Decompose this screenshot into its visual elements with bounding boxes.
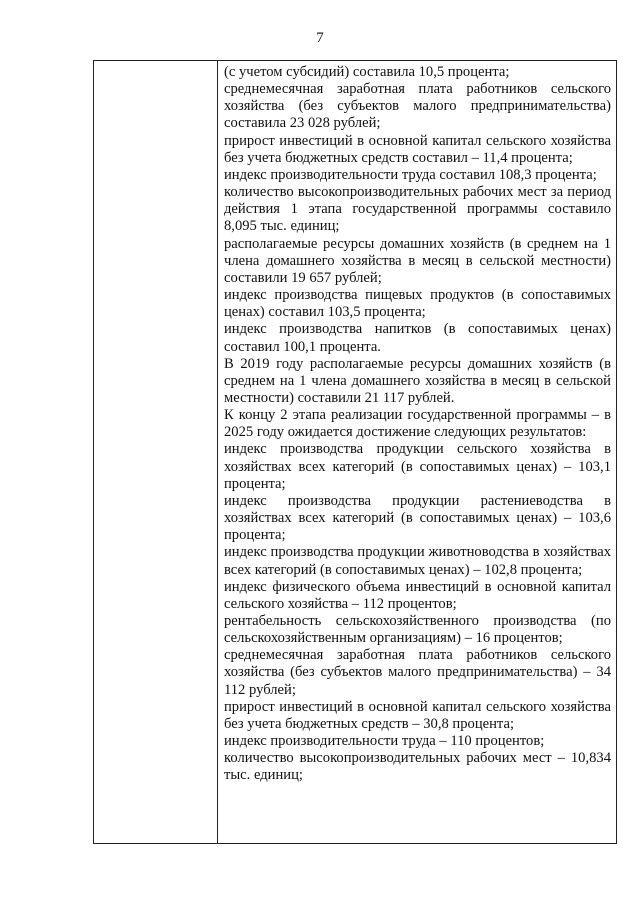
paragraph: среднемесячная заработная плата работников сельского хозяйства (без субъектов малого предпринимательства) составила 23 028 рублей; — [224, 81, 611, 132]
paragraph: индекс производства пищевых продуктов (в сопоставимых ценах) составил 103,5 процента; — [224, 287, 611, 321]
page-number: 7 — [316, 30, 324, 46]
paragraph: прирост инвестиций в основной капитал сельского хозяйства без учета бюджетных средств составил – 11,4 процента; — [224, 132, 611, 166]
paragraph: количество высокопроизводительных рабочих мест за период действия 1 этапа государственной программы составило 8,095 тыс. единиц; — [224, 184, 611, 235]
paragraph: прирост инвестиций в основной капитал сельского хозяйства без учета бюджетных средств – 30,8 процента; — [224, 698, 611, 732]
paragraph: среднемесячная заработная плата работников сельского хозяйства (без субъектов малого предпринимательства) – 34 112 рублей; — [224, 647, 611, 698]
paragraph: количество высокопроизводительных рабочих мест – 10,834 тыс. единиц; — [224, 750, 611, 784]
paragraph: индекс производства продукции животноводства в хозяйствах всех категорий (в сопоставимых ценах) – 102,8 процента; — [224, 544, 611, 578]
paragraph: индекс производства напитков (в сопоставимых ценах) составил 100,1 процента. — [224, 321, 611, 355]
paragraph: В 2019 году располагаемые ресурсы домашних хозяйств (в среднем на 1 члена домашнего хозяйства в месяц в сельской местности) составили 21 117 рублей. — [224, 355, 611, 406]
table-content-cell — [218, 61, 616, 843]
paragraph: (с учетом субсидий) составила 10,5 процента; — [224, 64, 510, 80]
table-left-cell — [94, 61, 218, 843]
paragraph: индекс физического объема инвестиций в основной капитал сельского хозяйства – 112 процентов; — [224, 578, 611, 612]
paragraph: К концу 2 этапа реализации государственной программы – в 2025 году ожидается достижение следующих результатов: — [224, 407, 611, 441]
content-table — [93, 60, 617, 844]
paragraph: располагаемые ресурсы домашних хозяйств (в среднем на 1 члена домашнего хозяйства в месяц в сельской местности) составили 19 657 рублей; — [224, 235, 611, 286]
paragraph: рентабельность сельскохозяйственного производства (по сельскохозяйственным организациям) – 16 процентов; — [224, 613, 611, 647]
paragraph: индекс производительности труда – 110 процентов; — [224, 733, 545, 750]
paragraph: индекс производительности труда составил 108,3 процента; — [224, 166, 597, 183]
paragraph: индекс производства продукции растениеводства в хозяйствах всех категорий (в сопоставимых ценах) – 103,6 процента; — [224, 492, 611, 544]
paragraph: индекс производства продукции сельского хозяйства в хозяйствах всех категорий (в сопоставимых ценах) – 103,1 процента; — [224, 441, 611, 492]
